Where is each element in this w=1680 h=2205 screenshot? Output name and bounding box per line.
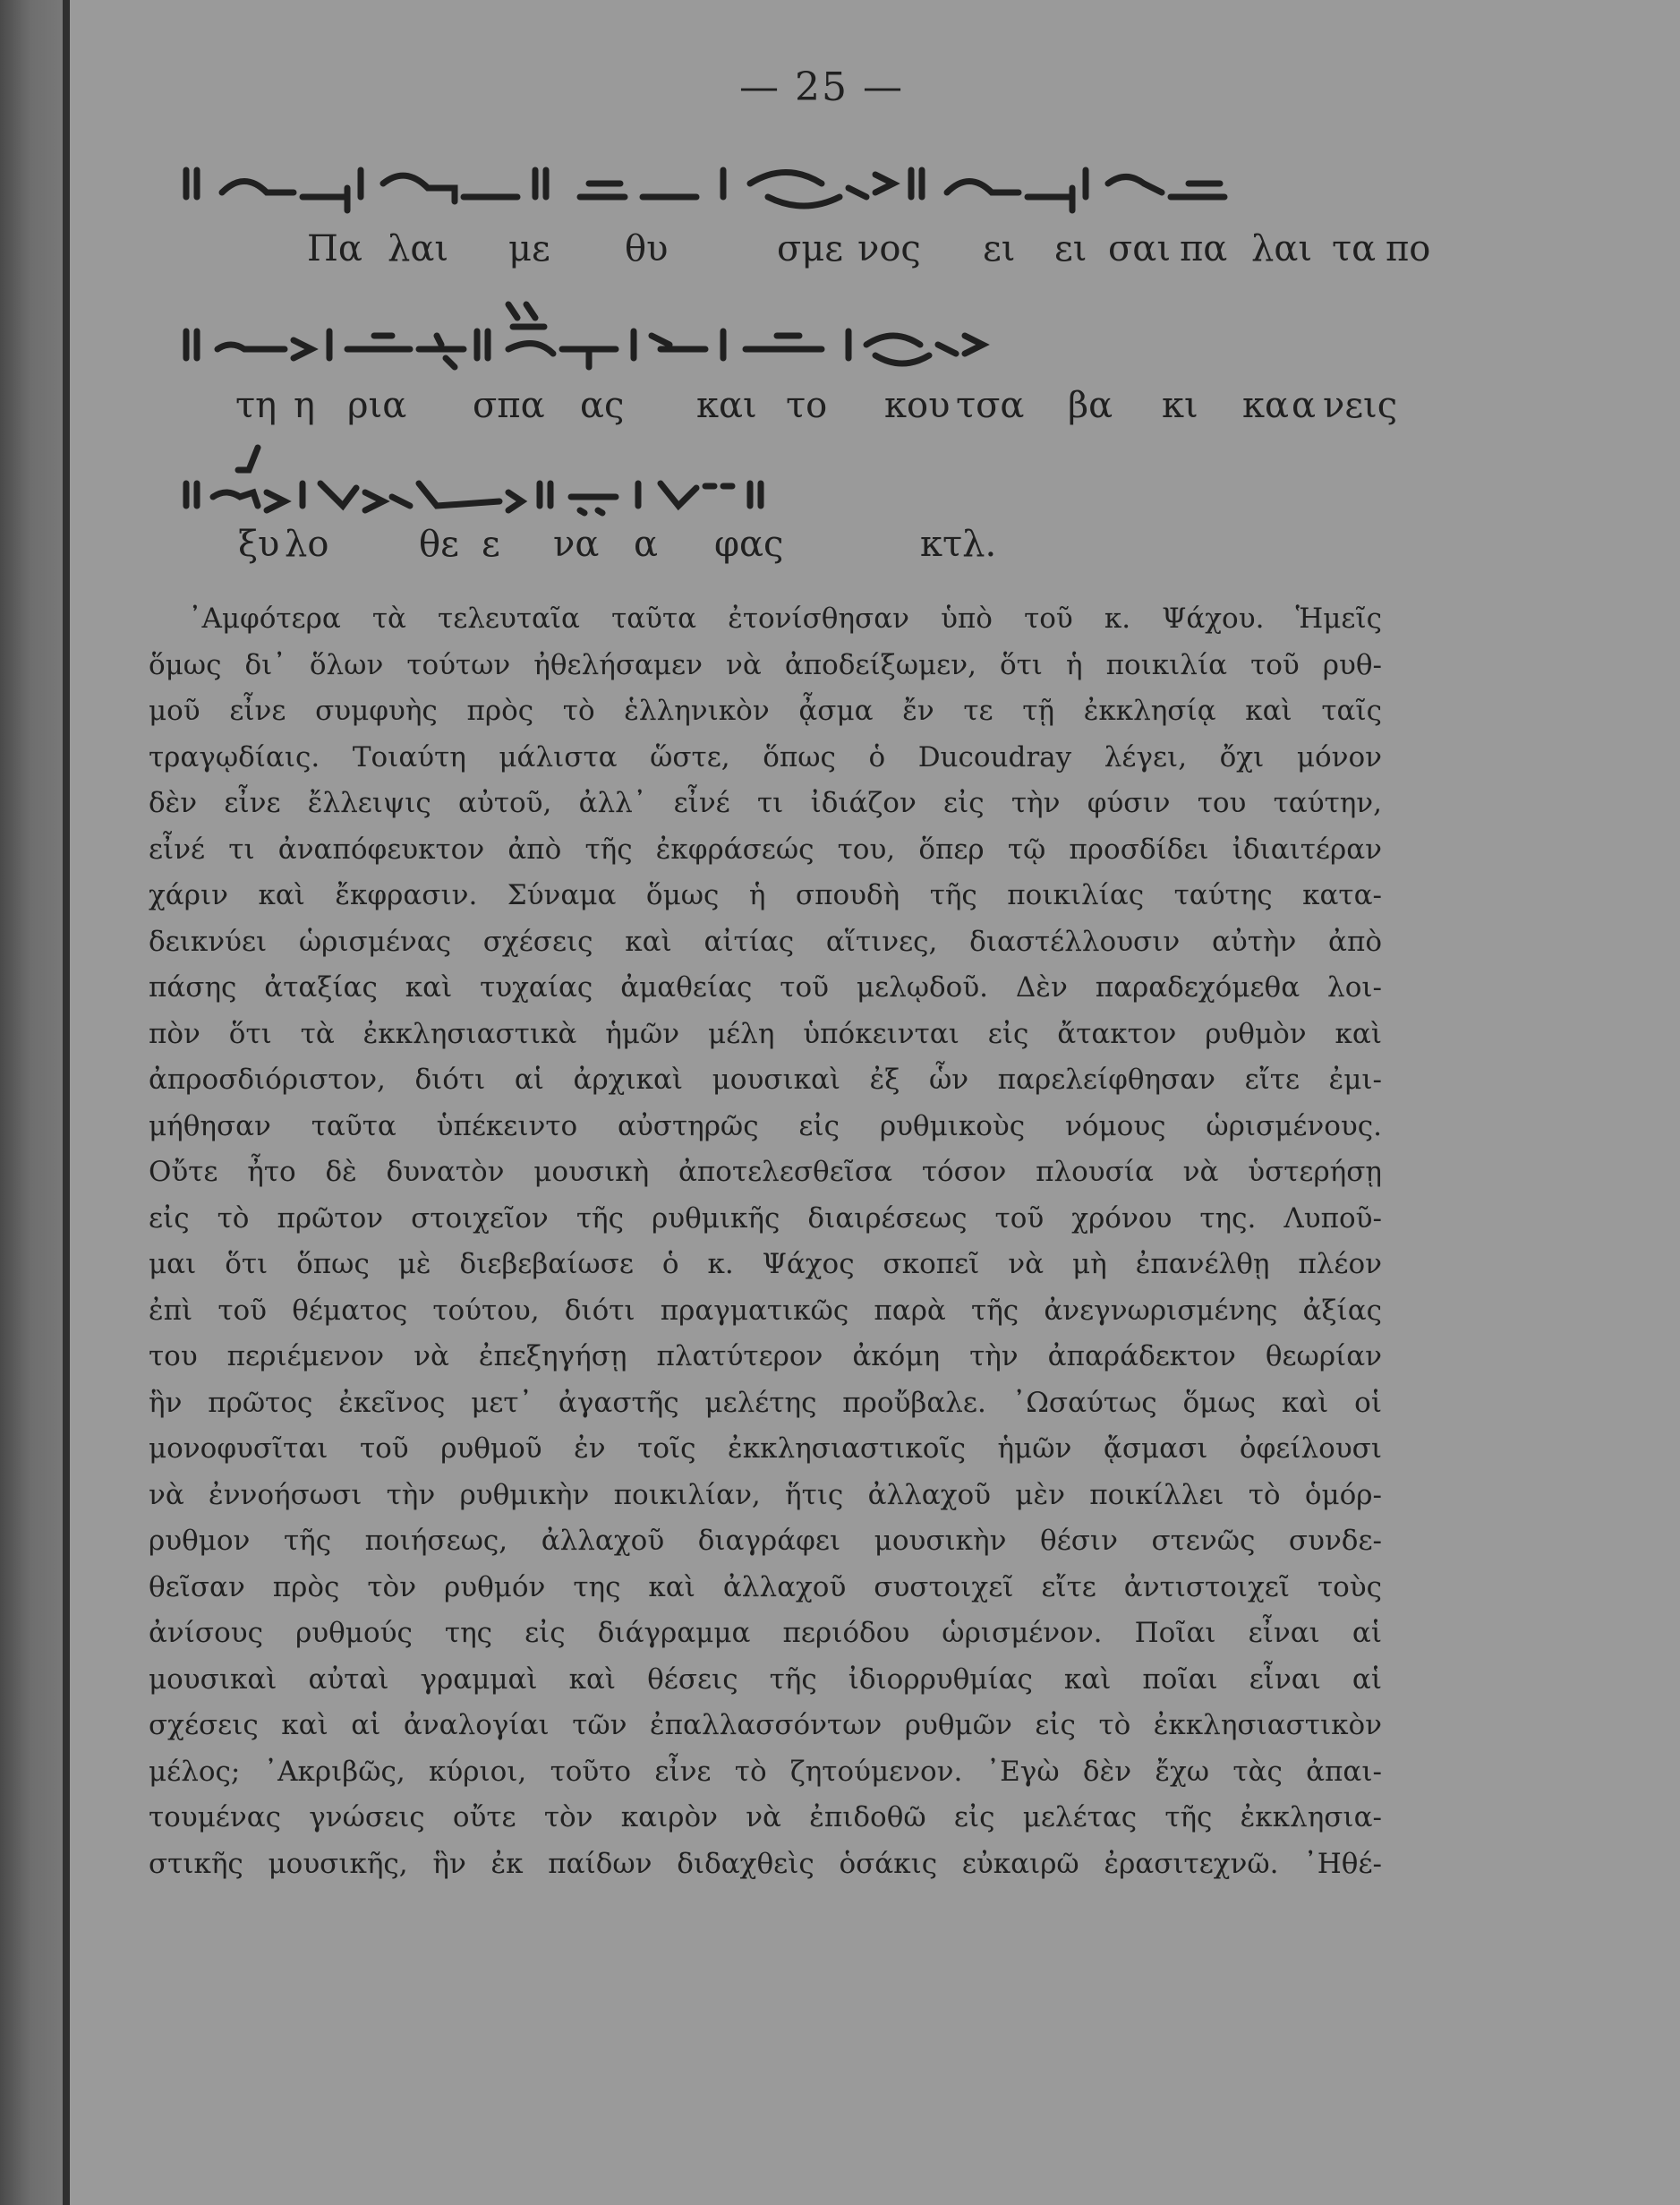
syllable: πο: [1386, 228, 1431, 269]
text-line: τραγῳδίαις. Τοιαύτη μάλιστα ὥστε, ὅπως ὁ Ducoudray λέγει, ὄχι μόνον: [149, 740, 1382, 773]
text-line: μουσικαὶ αὐταὶ γραμμαὶ καὶ θέσεις τῆς ἰδιορρυθμίας καὶ ποῖαι εἶναι αἱ: [149, 1662, 1382, 1696]
neume-notation-row-1: [159, 143, 1394, 224]
text-line: ᾿Αμφότερα τὰ τελευταῖα ταῦτα ἐτονίσθησαν ὑπὸ τοῦ κ. Ψάχου. Ἡμεῖς: [188, 603, 1382, 635]
neume-glyphs-row-3: [159, 443, 1394, 524]
syllable: ε: [482, 524, 500, 565]
syllable: κτλ.: [920, 524, 997, 565]
text-line: Οὔτε ἦτο δὲ δυνατὸν μουσικὴ ἀποτελεσθεῖσα τόσον πλουσία νὰ ὑστερήσῃ: [149, 1156, 1382, 1188]
neume-notation-row-2: [159, 300, 1394, 380]
lyrics-row-3: [159, 524, 1394, 577]
syllable: ει: [983, 228, 1016, 269]
syllable: με: [508, 228, 550, 269]
syllable: λαι: [388, 228, 449, 269]
neume-glyphs-row-2: [159, 300, 1394, 380]
syllable: ει: [1054, 228, 1087, 269]
syllable: η: [294, 385, 315, 426]
syllable: το: [786, 385, 828, 426]
text-line: χάριν καὶ ἔκφρασιν. Σύναμα ὅμως ἡ σπουδὴ τῆς ποικιλίας ταύτης κατα-: [149, 879, 1382, 911]
text-line: εἶνέ τι ἀναπόφευκτον ἀπὸ τῆς ἐκφράσεώς του, ὅπερ τῷ προσδίδει ἰδιαιτέραν: [149, 833, 1382, 866]
page-gutter-edge: [63, 0, 70, 2205]
syllable: νεις: [1323, 385, 1398, 426]
text-line: τουμένας γνώσεις οὔτε τὸν καιρὸν νὰ ἐπιδοθῶ εἰς μελέτας τῆς ἐκκλησια-: [149, 1801, 1382, 1833]
text-line: ἣν πρῶτος ἐκεῖνος μετ᾿ ἀγαστῆς μελέτης προὔβαλε. ᾿Ωσαύτως ὅμως καὶ οἱ: [149, 1386, 1382, 1419]
syllable: θε: [419, 524, 459, 565]
text-line: του περιέμενον νὰ ἐπεξηγήσῃ πλατύτερον ἀκόμη τὴν ἀπαράδεκτον θεωρίαν: [149, 1340, 1382, 1372]
page-number: — 25 —: [739, 64, 904, 110]
syllable: τη: [235, 385, 277, 426]
text-line: ὅμως δι᾿ ὅλων τούτων ἠθελήσαμεν νὰ ἀποδείξωμεν, ὅτι ἡ ποικιλία τοῦ ρυθ-: [149, 648, 1382, 681]
text-line: μοῦ εἶνε συμφυὴς πρὸς τὸ ἑλληνικὸν ᾆσμα ἔν τε τῇ ἐκκλησίᾳ καὶ ταῖς: [149, 695, 1382, 727]
text-line: ἀπροσδιόριστον, διότι αἱ ἀρχικαὶ μουσικαὶ ἐξ ὧν παρελείφθησαν εἴτε ἐμι-: [149, 1064, 1382, 1096]
syllable: τσα: [956, 385, 1025, 426]
syllable: νος: [857, 228, 921, 269]
text-line: μήθησαν ταῦτα ὑπέκειντο αὐστηρῶς εἰς ρυθμικοὺς νόμους ὡρισμένους.: [149, 1109, 1382, 1142]
text-line: μαι ὅτι ὅπως μὲ διεβεβαίωσε ὁ κ. Ψάχος σκοπεῖ νὰ μὴ ἐπανέλθῃ πλέον: [149, 1248, 1382, 1280]
syllable: βα: [1068, 385, 1113, 426]
text-line: στικῆς μουσικῆς, ἣν ἐκ παίδων διδαχθεὶς ὁσάκις εὐκαιρῶ ἐρασιτεχνῶ. ᾿Ηθέ-: [149, 1847, 1382, 1880]
neume-glyphs-row-1: [159, 143, 1394, 224]
syllable: πα: [1180, 228, 1228, 269]
syllable: λαι: [1251, 228, 1313, 269]
text-line: νὰ ἐννοήσωσι τὴν ρυθμικὴν ποικιλίαν, ἥτις ἀλλαχοῦ μὲν ποικίλλει τὸ ὁμόρ-: [149, 1478, 1382, 1511]
text-line: θεῖσαν πρὸς τὸν ρυθμόν της καὶ ἀλλαχοῦ συστοιχεῖ εἴτε ἀντιστοιχεῖ τοὺς: [149, 1570, 1382, 1603]
book-page: [70, 0, 1680, 2205]
syllable: σαι: [1108, 228, 1171, 269]
syllable: φας: [714, 524, 784, 565]
syllable: κα: [1242, 385, 1290, 426]
syllable: α: [634, 524, 659, 565]
book-spine-shadow: [0, 0, 68, 2205]
lyrics-row-2: [159, 385, 1398, 439]
text-line: μέλος; ᾿Ακριβῶς, κύριοι, τοῦτο εἶνε τὸ ζητούμενον. ᾿Εγὼ δὲν ἔχω τὰς ἀπαι-: [149, 1755, 1382, 1788]
text-line: ἐπὶ τοῦ θέματος τούτου, διότι πραγματικῶς παρὰ τῆς ἀνεγνωρισμένης ἀξίας: [149, 1294, 1382, 1327]
text-line: εἰς τὸ πρῶτον στοιχεῖον τῆς ρυθμικῆς διαιρέσεως τοῦ χρόνου της. Λυποῦ-: [149, 1201, 1382, 1235]
syllable: ας: [580, 385, 625, 426]
syllable: θυ: [625, 228, 669, 269]
text-line: μονοφυσῖται τοῦ ρυθμοῦ ἐν τοῖς ἐκκλησιαστικοῖς ἡμῶν ᾄσμασι ὀφείλουσι: [149, 1432, 1382, 1465]
syllable: Πα: [307, 228, 362, 269]
syllable: κι: [1162, 385, 1198, 426]
syllable: τα: [1332, 228, 1377, 269]
lyrics-row-1: [159, 228, 1431, 282]
neume-notation-row-3: [159, 443, 1394, 524]
syllable: λο: [285, 524, 329, 565]
syllable: ξυ: [238, 524, 280, 565]
syllable: σπα: [473, 385, 545, 426]
text-line: ἀνίσους ρυθμούς της εἰς διάγραμμα περιόδου ὡρισμένον. Ποῖαι εἶναι αἱ: [149, 1617, 1382, 1649]
body-paragraph: [149, 596, 1382, 1887]
text-line: πάσης ἀταξίας καὶ τυχαίας ἀμαθείας τοῦ μελῳδοῦ. Δὲν παραδεχόμεθα λοι-: [149, 971, 1382, 1004]
syllable: κου: [884, 385, 951, 426]
syllable: ρια: [347, 385, 407, 426]
text-line: σχέσεις καὶ αἱ ἀναλογίαι τῶν ἐπαλλασσόντων ρυθμῶν εἰς τὸ ἐκκλησιαστικὸν: [149, 1709, 1382, 1741]
syllable: σμε: [777, 228, 844, 269]
syllable: και: [696, 385, 757, 426]
text-line: δὲν εἶνε ἔλλειψις αὐτοῦ, ἀλλ᾿ εἶνέ τι ἰδιάζον εἰς τὴν φύσιν του ταύτην,: [149, 787, 1382, 819]
syllable: να: [553, 524, 600, 565]
text-line: πὸν ὅτι τὰ ἐκκλησιαστικὰ ἡμῶν μέλη ὑπόκεινται εἰς ἄτακτον ρυθμὸν καὶ: [149, 1017, 1382, 1050]
syllable: α: [1292, 385, 1317, 426]
text-line: δεικνύει ὡρισμένας σχέσεις καὶ αἰτίας αἵτινες, διαστέλλουσιν αὐτὴν ἀπὸ: [149, 925, 1382, 958]
text-line: ρυθμον τῆς ποιήσεως, ἀλλαχοῦ διαγράφει μουσικὴν θέσιν στενῶς συνδε-: [149, 1525, 1382, 1557]
